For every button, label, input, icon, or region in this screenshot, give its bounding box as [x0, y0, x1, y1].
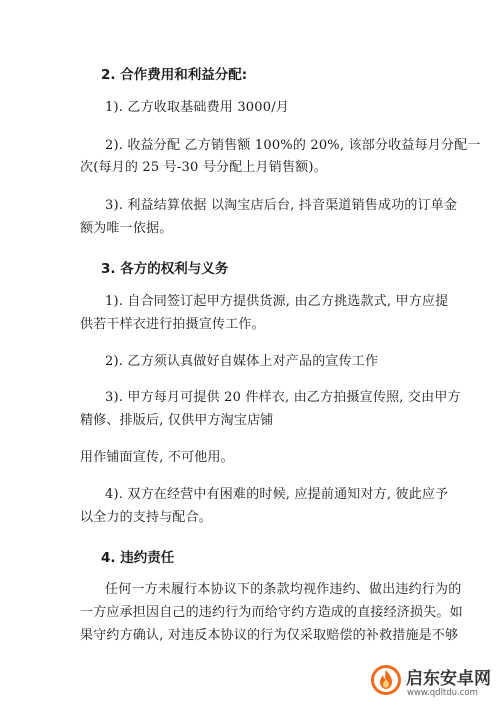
section-2-item-3-line-1: 3). 利益结算依据 以淘宝店后台, 抖音渠道销售成功的订单金: [105, 198, 458, 213]
section-3-item-4-line-2: 以全力的支持与配合。: [80, 510, 213, 525]
section-2-item-1: 1). 乙方收取基础费用 3000/月: [105, 100, 290, 115]
section-3-heading: 3. 各方的权利与义务: [101, 261, 229, 277]
section-3-item-1-line-1: 1). 自合同签订起甲方提供货源, 由乙方挑选款式, 甲方应提: [105, 294, 449, 309]
site-watermark: [370, 662, 498, 704]
section-2-item-3-line-2: 额为唯一依据。: [80, 221, 173, 236]
section-3-item-2: 2). 乙方须认真做好自媒体上对产品的宣传工作: [105, 354, 379, 369]
section-2-item-2-line-1: 2). 收益分配 乙方销售额 100%的 20%, 该部分收益每月分配一: [105, 138, 481, 153]
flame-badge-icon: [370, 664, 402, 696]
section-4-paragraph-line-3: 果守约方确认, 对违反本协议的行为仅采取赔偿的补救措施是不够: [80, 628, 459, 643]
watermark-site-url: www.qdltdu.com: [407, 688, 478, 698]
section-4-heading: 4. 违约责任: [101, 550, 175, 566]
section-4-paragraph-line-2: 一方应承担因自己的违约行为而给守约方造成的直接经济损失。如: [80, 605, 463, 620]
section-3-item-3-line-1: 3). 甲方每月可提供 20 件样衣, 由乙方拍摄宣传照, 交由甲方: [105, 390, 461, 405]
section-3-item-4-line-1: 4). 双方在经营中有困难的时候, 应提前通知对方, 彼此应予: [105, 487, 449, 502]
section-3-item-3-line-2: 精修、排版后, 仅供甲方淘宝店铺: [80, 413, 274, 428]
section-3-item-3-line-3: 用作铺面宣传, 不可他用。: [80, 450, 234, 465]
section-2-item-2-line-2: 次(每月的 25 号-30 号分配上月销售额)。: [80, 160, 327, 175]
watermark-site-name: 启东安卓网: [406, 669, 491, 689]
section-3-item-1-line-2: 供若干样衣进行拍摄宣传工作。: [80, 317, 265, 332]
section-2-heading: 2. 合作费用和利益分配:: [101, 67, 248, 83]
section-4-paragraph-line-1: 任何一方未履行本协议下的条款均视作违约、做出违约行为的: [105, 582, 462, 597]
